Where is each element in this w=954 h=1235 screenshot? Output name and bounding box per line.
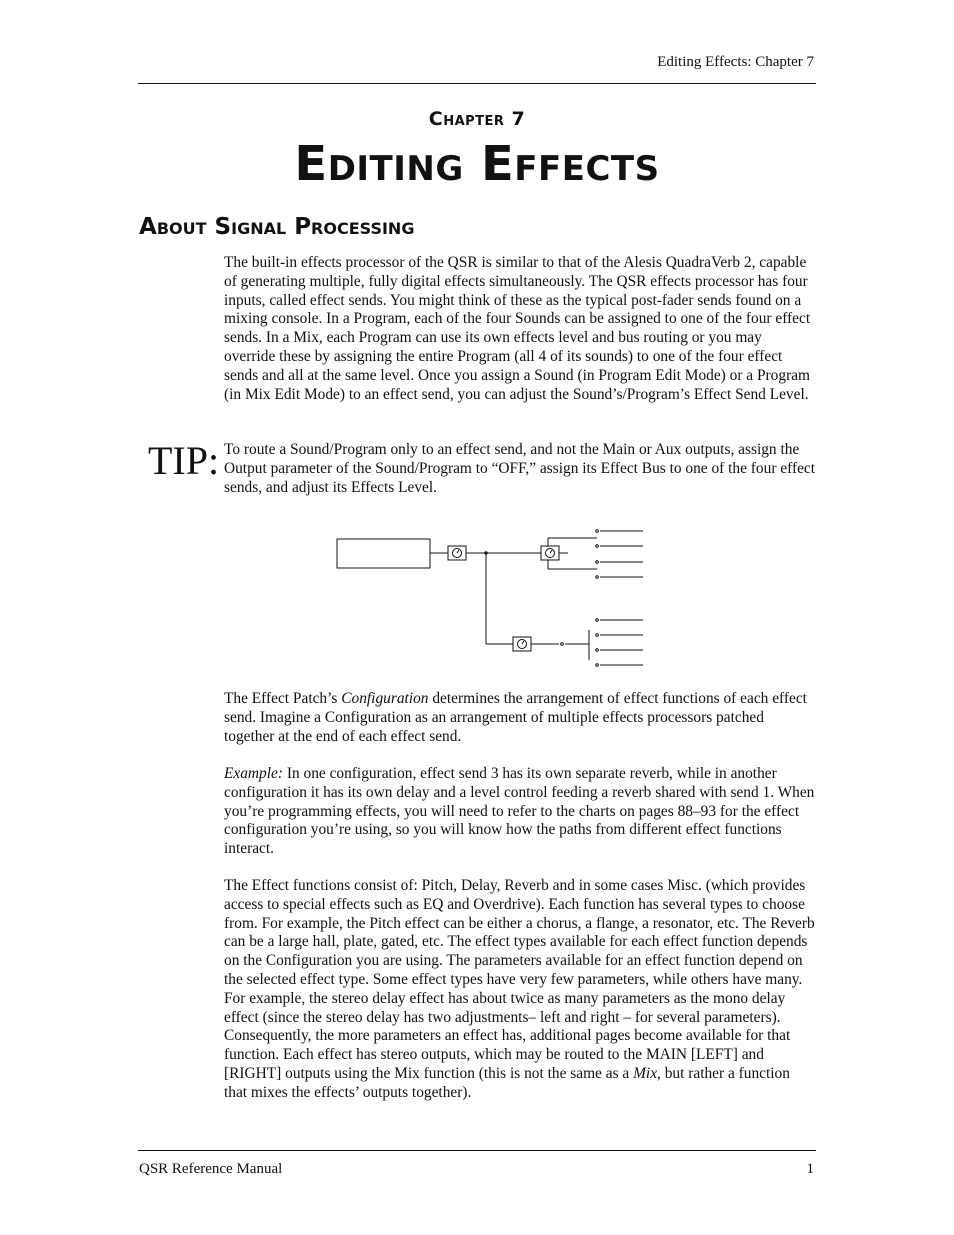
section-heading [139,214,414,240]
p2-text-a: The Effect Patch’s [224,690,342,707]
running-header: Editing Effects: Chapter 7 [657,54,814,70]
title-word1-initial: E [294,136,328,192]
upper-output-4 [596,576,599,579]
p2-text-b: determines the arrangement of effect functions of each effect send. Imagine a Configuration as an arrangement of multiple effects processors patched together at the end of each effect send. [224,690,807,745]
configuration-paragraph [224,690,816,746]
p3-emphasis: Example: [224,765,283,782]
tip-label: TIP: [148,438,220,483]
p4-text-a: The Effect functions consist of: Pitch, Delay, Reverb and in some cases Misc. (which provides access to special effects such as EQ and Overdrive). Each function has several types to choose from. For example, the Pitch effect can be either a chorus, a flange, a resonator, etc. The Reverb can be a large hall, plate, gated, etc. The effect types available for each effect function depends on the Configuration you are using. The parameters available for an effect function depend on the selected effect type. Some effect types have very few parameters, while others have many. For example, the stereo delay effect has about twice as many parameters as the mono delay effect (since the stereo delay has two adjustments– left and right – for several parameters). Consequently, the more parameters an effect has, additional pages become available for that function. Each effect has stereo outputs, which may be routed to the MAIN [LEFT] and [RIGHT] outputs using the Mix function (this is not the same as a [224,877,815,1082]
heading-w3-rest: rocessing [311,214,415,240]
lower-output-2 [596,634,599,637]
p2-emphasis: Configuration [341,690,429,707]
example-paragraph [224,765,816,859]
heading-w1-rest: bout [156,214,207,240]
heading-w2-initial: S [214,214,232,240]
tip-text: To route a Sound/Program only to an effect send, and not the Main or Aux outputs, assign the Output parameter of the Sound/Program to “OFF,” assign its Effect Bus to one of the four effect sends, and adjust its Effects Level. [224,441,816,496]
heading-w1-initial: A [139,214,157,240]
p3-text: In one configuration, effect send 3 has its own separate reverb, while in another configuration it has its own delay and a level control feeding a reverb shared with send 1. When you’re programming effects, you will need to refer to the charts on pages 88–93 for the effect configuration you’re using, so you will know how the paths from different effect functions interact. [224,765,815,858]
heading-w3-initial: P [294,214,312,240]
p4-emphasis: Mix [633,1064,658,1082]
title-word2-initial: E [480,136,515,192]
chapter-title [0,136,954,192]
title-word1-rest: diting [327,136,464,192]
lower-output-1 [596,619,599,622]
lower-output-4 [596,664,599,667]
source-block [337,539,430,568]
footer-rule [138,1150,816,1151]
p4-text-b: , but rather a function that mixes the effects’ outputs together). [224,1064,790,1101]
heading-w2-rest: ignal [231,214,287,240]
title-word2-rest: ffects [514,136,660,192]
upper-output-3 [596,561,599,564]
footer-manual-name: QSR Reference Manual [139,1161,283,1177]
footer-page-number: 1 [806,1161,814,1177]
chapter-label-rest: hapter 7 [443,108,526,130]
chapter-label [0,108,954,130]
effect-functions-paragraph [224,877,816,1103]
intro-paragraph: The built-in effects processor of the QSR is similar to that of the Alesis QuadraVerb 2, capable of generating multiple, fully digital effects simultaneously. The QSR effects processor has four inputs, called effect sends. You might think of these as the typical post-fader sends found on a mixing console. In a Program, each of the four Sounds can be assigned to one of the four effect sends. In a Mix, each Program can use its own effects level and bus routing or you may override these by assigning the entire Program (all 4 of its sounds) to one of the four effect sends and all at the same level. Once you assign a Sound (in Program Edit Mode) or a Program (in Mix Edit Mode) to an effect send, you can adjust the Sound’s/Program’s Effect Send Level. [224,254,811,403]
upper-output-1 [596,530,599,533]
lower-output-3 [596,649,599,652]
upper-output-2 [596,545,599,548]
chapter-label-initial: C [428,108,444,130]
signal-flow-diagram [330,520,650,680]
header-rule [138,83,816,84]
